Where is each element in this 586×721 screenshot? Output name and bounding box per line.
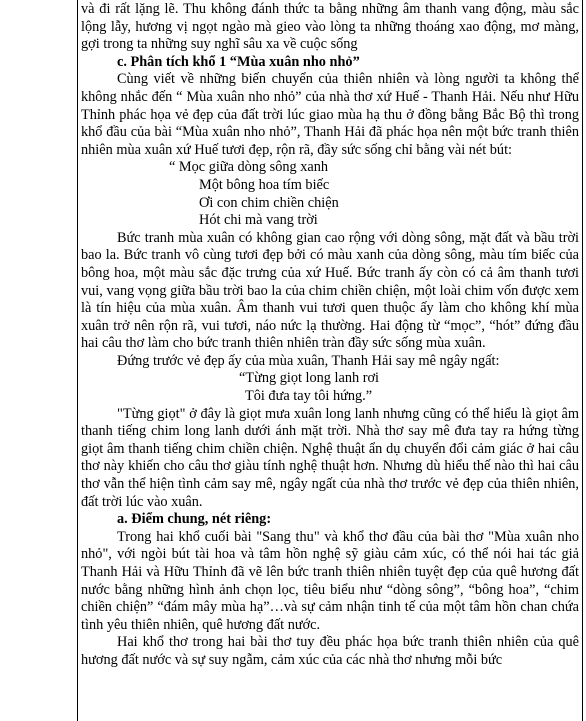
paragraph-poet-admiration: Đứng trước vẻ đẹp ấy của mùa xuân, Thanh Hải say mê ngây ngất: <box>117 352 500 369</box>
paragraph-spring-picture: Bức tranh mùa xuân có không gian cao rộng với dòng sông, mặt đất và bầu trời bao la. Bức tranh vô cùng tươi đẹp bởi có màu xanh của dòng sông, màu tím biếc của bông hoa, một màu sắc đặc trưng của xứ Huế. Bức tranh ấy còn có cả âm thanh tươi vui, vang vọng giữa bầu trời bao la của chim chiền chiện, một loài chim vốn được xem là tín hiệu của mùa xuân. Âm thanh vui tươi quen thuộc ấy làm cho không khí mùa xuân trở nên rộn rã, vui tươi, náo nức lạ thường. Hai động từ “mọc”, “hót” đứng đầu hai câu thơ làm cho bức tranh thiên nhiên tràn đầy sức sống mùa xuân. <box>81 229 579 352</box>
paragraph-common-features: Trong hai khổ cuối bài "Sang thu" và khổ thơ đầu của bài thơ "Mùa xuân nho nhỏ", với ngòi bút tài hoa và tâm hồn nghệ sỹ giàu cảm xúc, có thể nói hai tác giả Thanh Hải và Hữu Thỉnh đã vẽ lên bức tranh thiên nhiên tuyệt đẹp của quê hương đất nước bằng những hình ảnh chọn lọc, tiêu biểu như “dòng sông”, “bông hoa”, “chim chiền chiện” “đám mây mùa hạ”…và sự cảm nhận tinh tế của một tâm hồn chan chứa tình yêu thiên nhiên, quê hương đất nước. <box>81 528 579 633</box>
table-left-border <box>77 0 78 721</box>
table-right-border <box>582 0 583 721</box>
poem-line: Tôi đưa tay tôi hứng.” <box>245 388 373 405</box>
paragraph-tung-giot: "Từng giọt" ở đây là giọt mưa xuân long lanh nhưng cũng có thể hiểu là giọt âm thanh tiếng chim long lanh dưới ánh mặt trời. Nhà thơ say mê đưa tay ra hứng từng giọt âm thanh tiếng chim chiền chiện. Nghệ thuật ẩn dụ chuyển đổi cảm giác ở hai câu thơ này khiến cho câu thơ giàu tính nghệ thuật hơn. Nhưng dù hiểu thế nào thì hai câu thơ vẫn thể hiện tình cảm say mê, ngây ngất của nhà thơ trước vẻ đẹp của thiên nhiên, đất trời lúc vào xuân. <box>81 405 579 510</box>
poem-line: “Từng giọt long lanh rơi <box>239 370 379 387</box>
poem-excerpt-2 <box>81 370 579 405</box>
poem-line: Hót chi mà vang trời <box>199 212 318 229</box>
paragraph-intro-mua-xuan: Cùng viết về những biến chuyển của thiên nhiên và lòng người ta không thể không nhắc đến “ Mùa xuân nho nhỏ” của nhà thơ xứ Huế - Thanh Hải. Nếu như Hữu Thỉnh phác họa vẻ đẹp của đất trời lúc giao mùa hạ thu ở đồng bằng Bắc Bộ thì trong khổ đầu của bài “Mùa xuân nho nhỏ”, Thanh Hải đã phác họa nên một bức tranh thiên nhiên mùa xuân xứ Huế tươi đẹp, rộn rã, đầy sức sống chỉ bằng vài nét bút: <box>81 71 579 158</box>
poem-line: Ơi con chim chiền chiện <box>199 194 339 211</box>
section-heading-a: a. Điểm chung, nét riêng: <box>117 511 272 528</box>
paragraph-autumn-ending: và đi rất lặng lẽ. Thu không đánh thức ta bằng những âm thanh vang động, màu sắc lộng lẫy, hương vị ngọt ngào mà gieo vào lòng ta những thoáng xao động, mơ màng, gợi trong ta những suy nghĩ sâu xa về cuộc sống <box>81 1 579 53</box>
poem-line: Một bông hoa tím biếc <box>199 176 330 193</box>
section-heading-c: c. Phân tích khổ 1 “Mùa xuân nho nhỏ” <box>117 53 360 70</box>
poem-line: “ Mọc giữa dòng sông xanh <box>169 159 329 176</box>
poem-excerpt-1 <box>81 159 579 229</box>
document-body <box>81 1 579 670</box>
paragraph-differences: Hai khổ thơ trong hai bài thơ tuy đều phác họa bức tranh thiên nhiên của quê hương đất nước và sự suy ngẫm, cảm xúc của các nhà thơ nhưng mỗi bức <box>81 634 579 668</box>
